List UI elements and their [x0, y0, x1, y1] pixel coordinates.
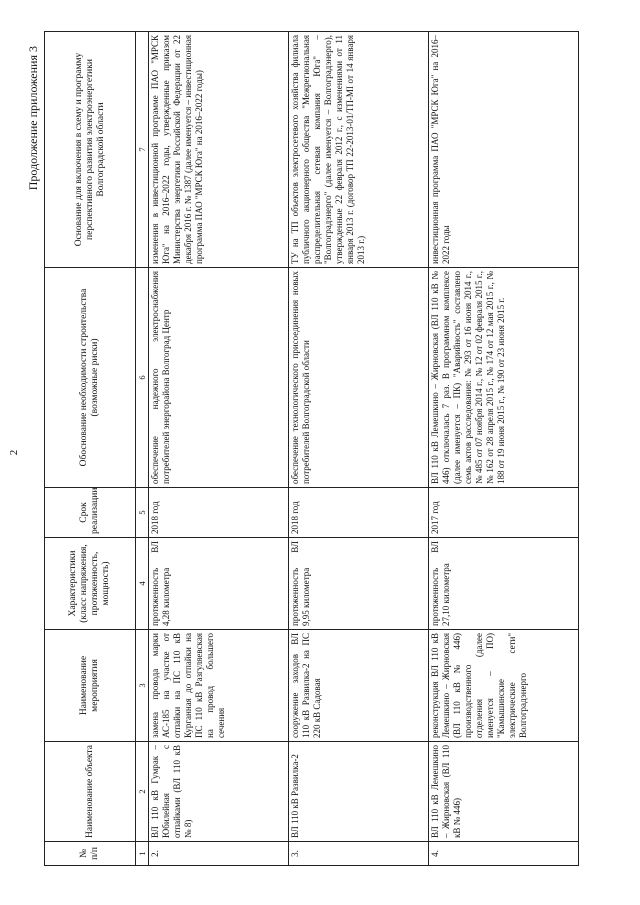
justification-cell: обеспечение надежного электроснабжения потребителей энергорайона Волгоград Центр	[149, 268, 289, 488]
row-number: 3.	[289, 842, 429, 866]
column-number: 4	[136, 538, 149, 630]
header-cell: Характеристики (класс напряжения, протяженность, мощность)	[45, 538, 136, 630]
column-number: 7	[136, 32, 149, 268]
column-number: 1	[136, 842, 149, 866]
header-cell: Обоснование необходимости строительства (возможные риски)	[45, 268, 136, 488]
continuation-caption: Продолжение приложения 3	[26, 46, 40, 191]
measure-cell: замена провода марки АС-185 на участке от отпайки на ПС 110 кВ Курганная до отпайки на ПС 110 кВ Разгуляевская на провод большего сечения	[149, 630, 289, 742]
term-cell: 2018 год	[149, 488, 289, 538]
header-cell: Наименование мероприятия	[45, 630, 136, 742]
header-cell: № п/п	[45, 842, 136, 866]
header-cell: Наименование объекта	[45, 742, 136, 842]
term-cell: 2017 год	[429, 488, 579, 538]
column-number: 3	[136, 630, 149, 742]
table-row	[429, 32, 579, 866]
basis-cell: ТУ на ТП объектов электросетевого хозяйства филиала публичного акционерного общества "Межрегиональная распределительная сетевая компания Юга" – "Волгоградэнерго" (далее именуется – Волгоградэнерго), утвержденные 22 февраля 2012 г., с изменениями от 11 января 2013 г. (договор ТП 22-2013-01/ТП-МI от 14 января 2013 г.)	[289, 32, 429, 268]
investment-table	[44, 31, 579, 866]
column-number: 2	[136, 742, 149, 842]
term-cell: 2018 год	[289, 488, 429, 538]
header-cell: Срок реализации	[45, 488, 136, 538]
column-number: 5	[136, 488, 149, 538]
row-number: 4.	[429, 842, 579, 866]
object-name-cell: ВЛ 110 кВ Лемешкино – Жирновская (ВЛ 110 кВ № 446)	[429, 742, 579, 842]
header-cell: Основание для включения в схему и программу перспективного развития электроэнергетики Волгоградской области	[45, 32, 136, 268]
measure-cell: сооружение заходов ВЛ 110 кВ Развилка-2 на ПС 220 кВ Садовая	[289, 630, 429, 742]
specs-cell: протяженность ВЛ 27,10 километра	[429, 538, 579, 630]
justification-cell: ВЛ 110 кВ Лемешкино – Жирновская (ВЛ 110 кВ № 446) отключалась 7 раз. В программном комплексе (далее именуется – ПК) "Аварийность" составлено семь актов расследования: № 293 от 16 июня 2014 г., № 485 от 07 ноября 2014 г., № 12 от 02 февраля 2015 г., № 162 от 28 апреля 2015 г., № 174 от 12 мая 2015 г., № 188 от 19 июня 2015 г., № 190 от 23 июня 2015 г.	[429, 268, 579, 488]
object-name-cell: ВЛ 110 кВ Развилка-2	[289, 742, 429, 842]
page-number: 2	[8, 449, 20, 456]
specs-cell: протяженность ВЛ 9,95 километра	[289, 538, 429, 630]
table-row	[289, 32, 429, 866]
specs-cell: протяженность ВЛ 4,28 километра	[149, 538, 289, 630]
column-number: 6	[136, 268, 149, 488]
measure-cell: реконструкция ВЛ 110 кВ Лемешкино – Жирновская (ВЛ 110 кВ № 446) производственного отделения (далее именуется – ПО) "Камышинские электрические сети" Волгоградэнерго	[429, 630, 579, 742]
column-number-row	[136, 32, 149, 866]
row-number: 2.	[149, 842, 289, 866]
basis-cell: инвестиционная программа ПАО "МРСК Юга" на 2016–2022 годы	[429, 32, 579, 268]
object-name-cell: ВЛ 110 кВ Гумрак – Юбилейная с отпайками (ВЛ 110 кВ № 8)	[149, 742, 289, 842]
justification-cell: обеспечение технологического присоединения новых потребителей Волгоградской области	[289, 268, 429, 488]
header-row	[45, 32, 136, 866]
table-row	[149, 32, 289, 866]
basis-cell: изменения в инвестиционной программе ПАО "МРСК Юга" на 2016–2022 годы, утвержденные приказом Министерства энергетики Российской Федерации от 22 декабря 2016 г. № 1387 (далее именуется – инвестиционная программа ПАО "МРСК Юга" на 2016–2022 годы)	[149, 32, 289, 268]
